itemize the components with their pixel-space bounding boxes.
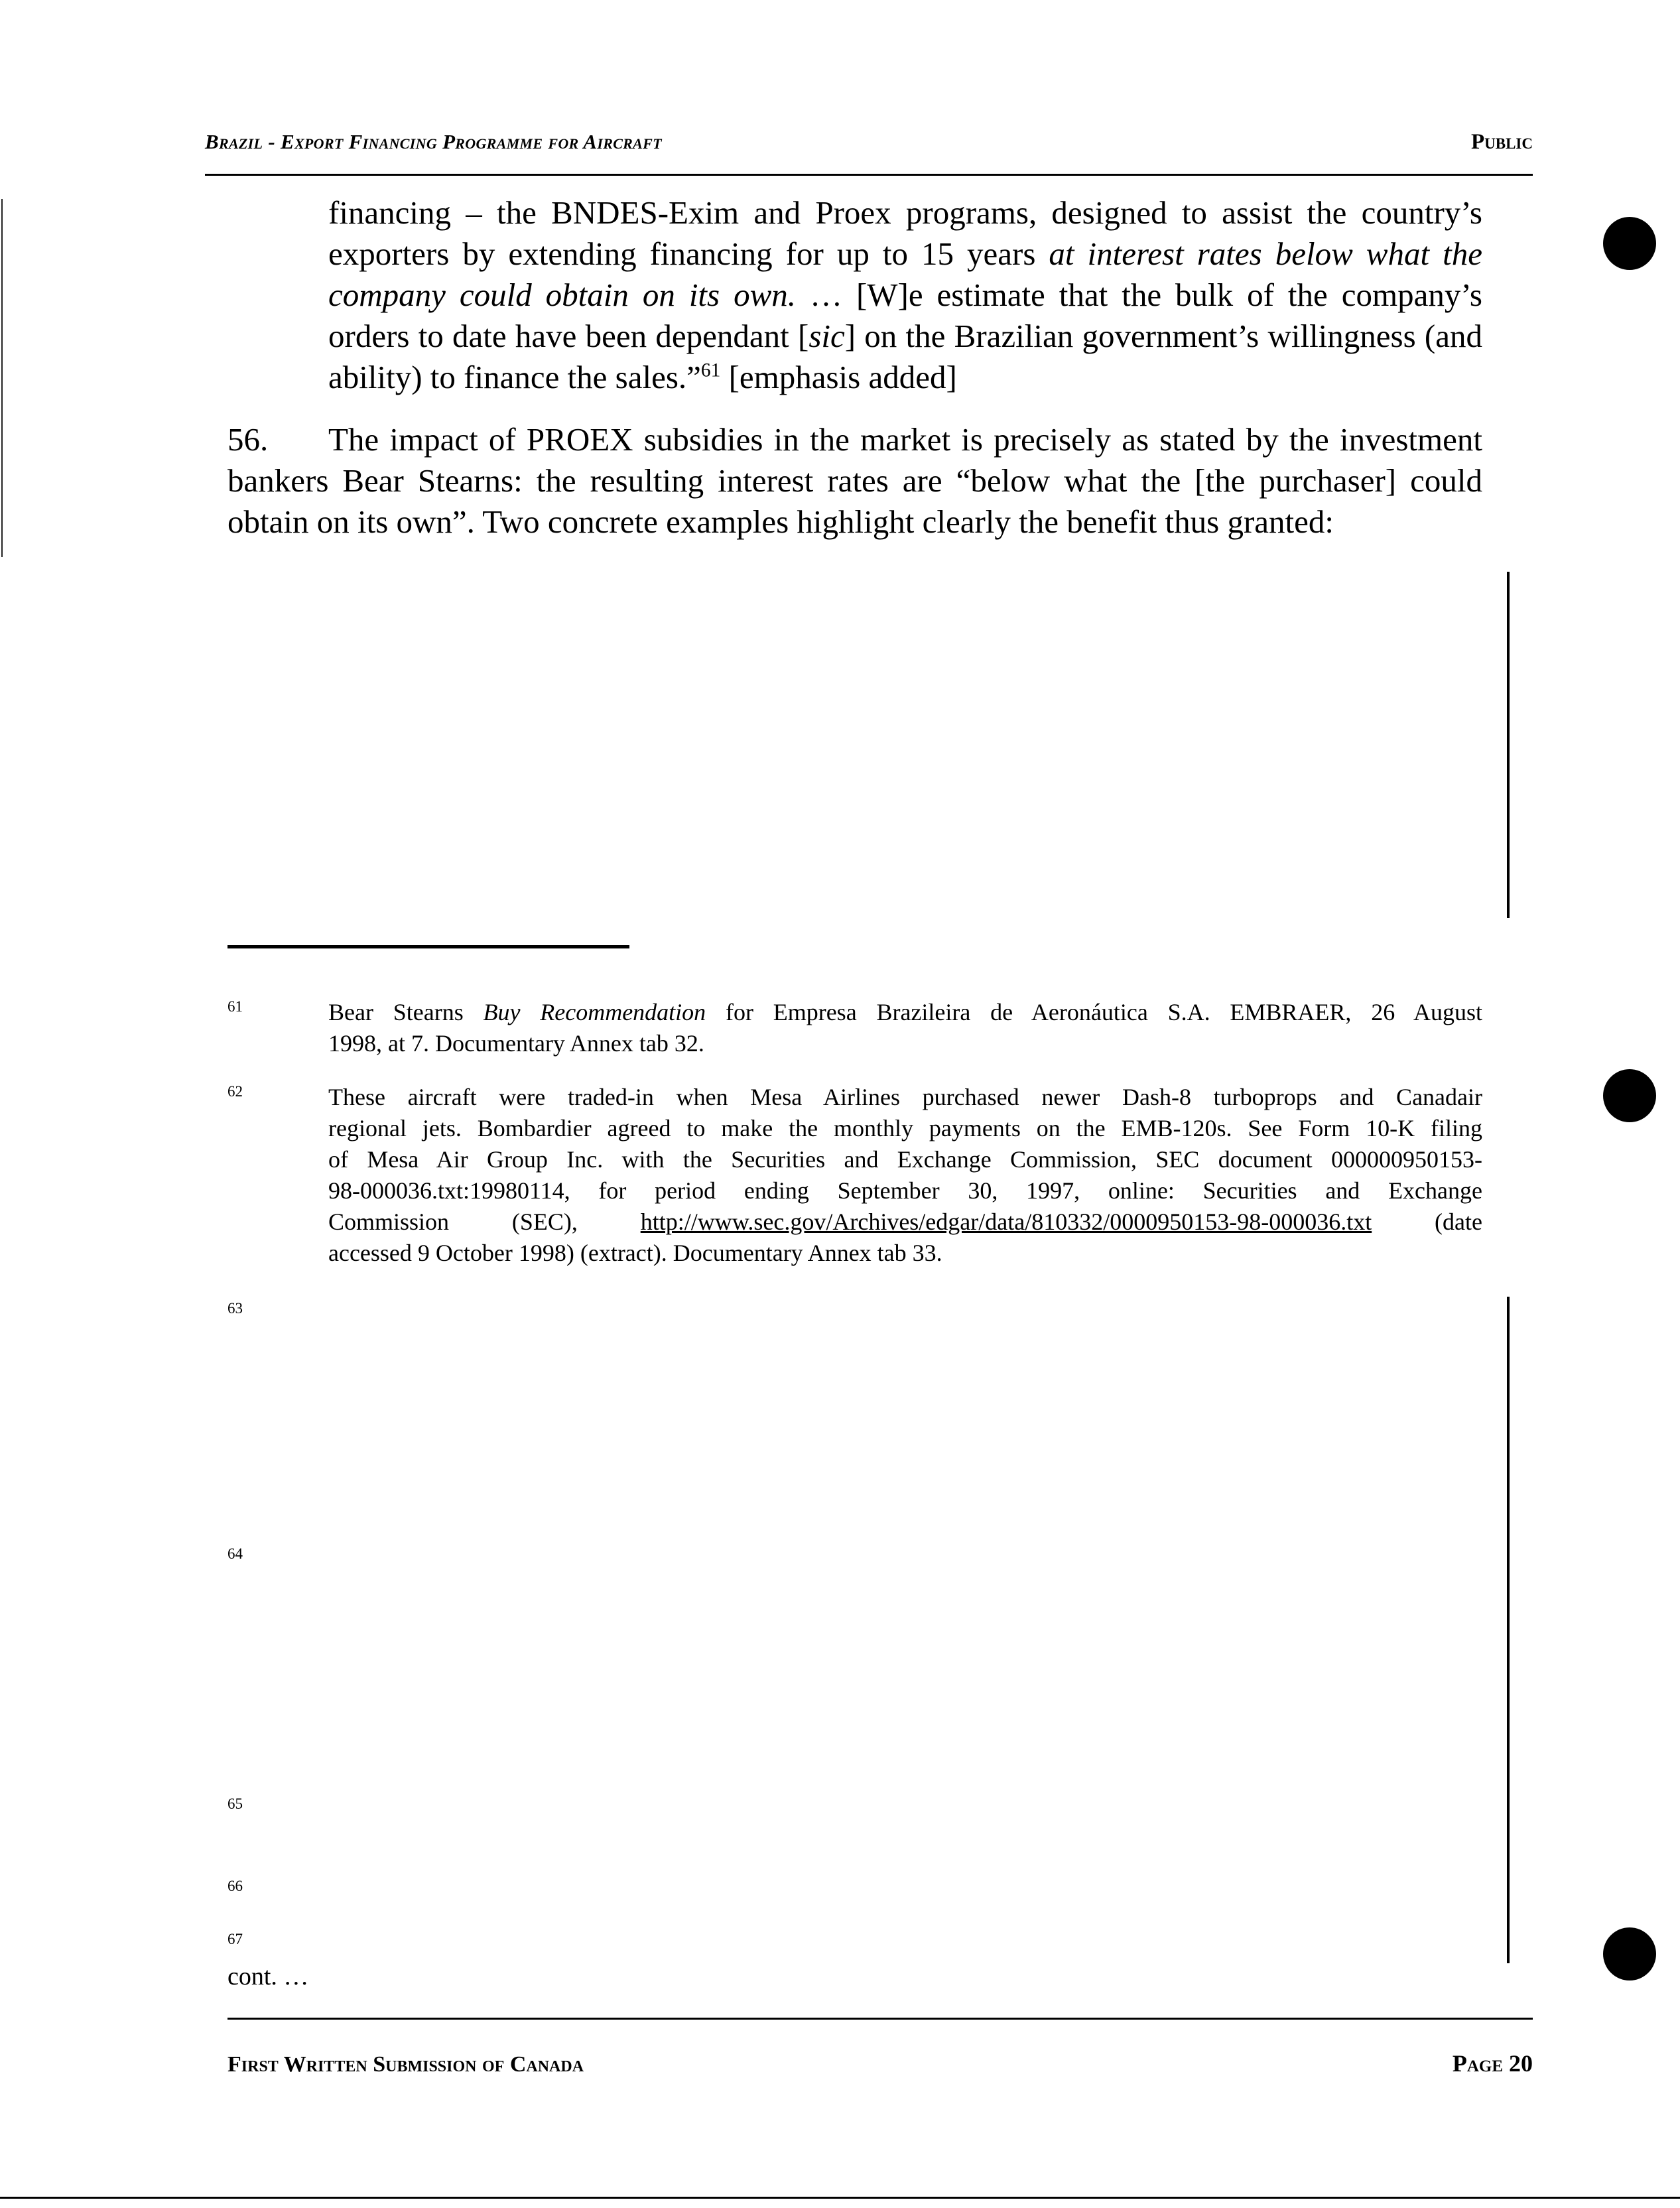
footnote-line: These aircraft were traded-in when Mesa Airlines purchased newer Dash-8 turboprops and Canadair [328,1084,1482,1110]
change-bar [1507,572,1510,918]
paragraph-number: 56. [227,421,269,458]
quote-text: … [W]e estimate that the bulk of the company’s [796,277,1483,313]
paragraph-line: obtain on its own”. Two concrete examples highlight clearly the benefit thus granted: [227,503,1334,540]
footnote-number-65: 65 [227,1795,243,1812]
quote-text: [emphasis added] [720,359,957,395]
footnote-text: (date [1372,1208,1482,1235]
paragraph-56 [227,419,1482,543]
quote-line [328,233,1482,275]
footnote-emphasis: Buy Recommendation [483,999,706,1025]
footnote-number-67: 67 [227,1931,243,1947]
punch-hole [1603,217,1656,270]
header-rule [205,174,1533,176]
sec-link[interactable]: http://www.sec.gov/Archives/edgar/data/810332/0000950153-98-000036.txt [640,1208,1372,1235]
quote-emphasis: at interest rates below what the [1049,235,1482,272]
continuation-marker: cont. … [227,1963,309,1990]
punch-hole [1603,1069,1656,1122]
scan-edge [1,199,3,557]
change-bar [1507,1297,1510,1963]
footnote-line: of Mesa Air Group Inc. with the Securities and Exchange Commission, SEC document 000000950153- [328,1146,1482,1173]
footnote-ref-61[interactable]: 61 [700,359,721,381]
quote-text: orders to date have been dependant [ [328,318,809,354]
footnote-number-66: 66 [227,1878,243,1894]
quote-line [328,357,1482,398]
paragraph-text: The impact of PROEX subsidies in the market is precisely as stated by the investment [328,421,1482,458]
footnote-number-64: 64 [227,1545,243,1562]
quote-text: exporters by extending financing for up to 15 years [328,235,1049,272]
footnote-text: for Empresa Brazileira de Aeronáutica S.A. EMBRAER, 26 August [706,999,1483,1025]
footnote-number-63: 63 [227,1300,243,1317]
header-title: Brazil - Export Financing Programme for Aircraft [205,130,662,153]
paragraph-line: bankers Bear Stearns: the resulting interest rates are “below what the [the purchaser] could [227,462,1482,499]
quote-emphasis: company could obtain on its own. [328,277,797,313]
quote-line: financing – the BNDES-Exim and Proex programs, designed to assist the country’s [328,194,1482,231]
footnote-line [328,1206,1482,1238]
footer-rule [227,2018,1533,2020]
footer-title: First Written Submission of Canada [227,2052,584,2077]
footnote-text: Bear Stearns [328,999,484,1025]
quote-text: ability) to finance the sales.” [328,359,701,395]
footnote-line: 98-000036.txt:19980114, for period ending September 30, 1997, online: Securities and Exchange [328,1177,1482,1204]
footnote-separator [227,945,629,948]
footnote-line: 1998, at 7. Documentary Annex tab 32. [328,1030,704,1057]
footnote-line: regional jets. Bombardier agreed to make the monthly payments on the EMB-120s. See Form 10-K filing [328,1115,1482,1141]
page-number: Page 20 [1452,2050,1533,2077]
footnote-62 [328,1082,1482,1269]
footnote-61 [328,997,1482,1059]
quote-line [328,275,1482,316]
footnote-text: Commission (SEC), [328,1208,641,1235]
paragraph-line [227,419,1482,460]
footnote-number: 61 [227,998,243,1015]
footnote-line [328,997,1482,1028]
footnote-line: accessed 9 October 1998) (extract). Documentary Annex tab 33. [328,1240,942,1266]
header-classification: Public [1470,130,1533,154]
block-quote [328,192,1482,398]
punch-hole [1603,1927,1656,1981]
scan-edge [0,2197,1680,2199]
quote-line [328,316,1482,357]
quote-text: ] on the Brazilian government’s willingness (and [844,318,1482,354]
sic-marker: sic [808,318,845,354]
footnote-number: 62 [227,1083,243,1100]
